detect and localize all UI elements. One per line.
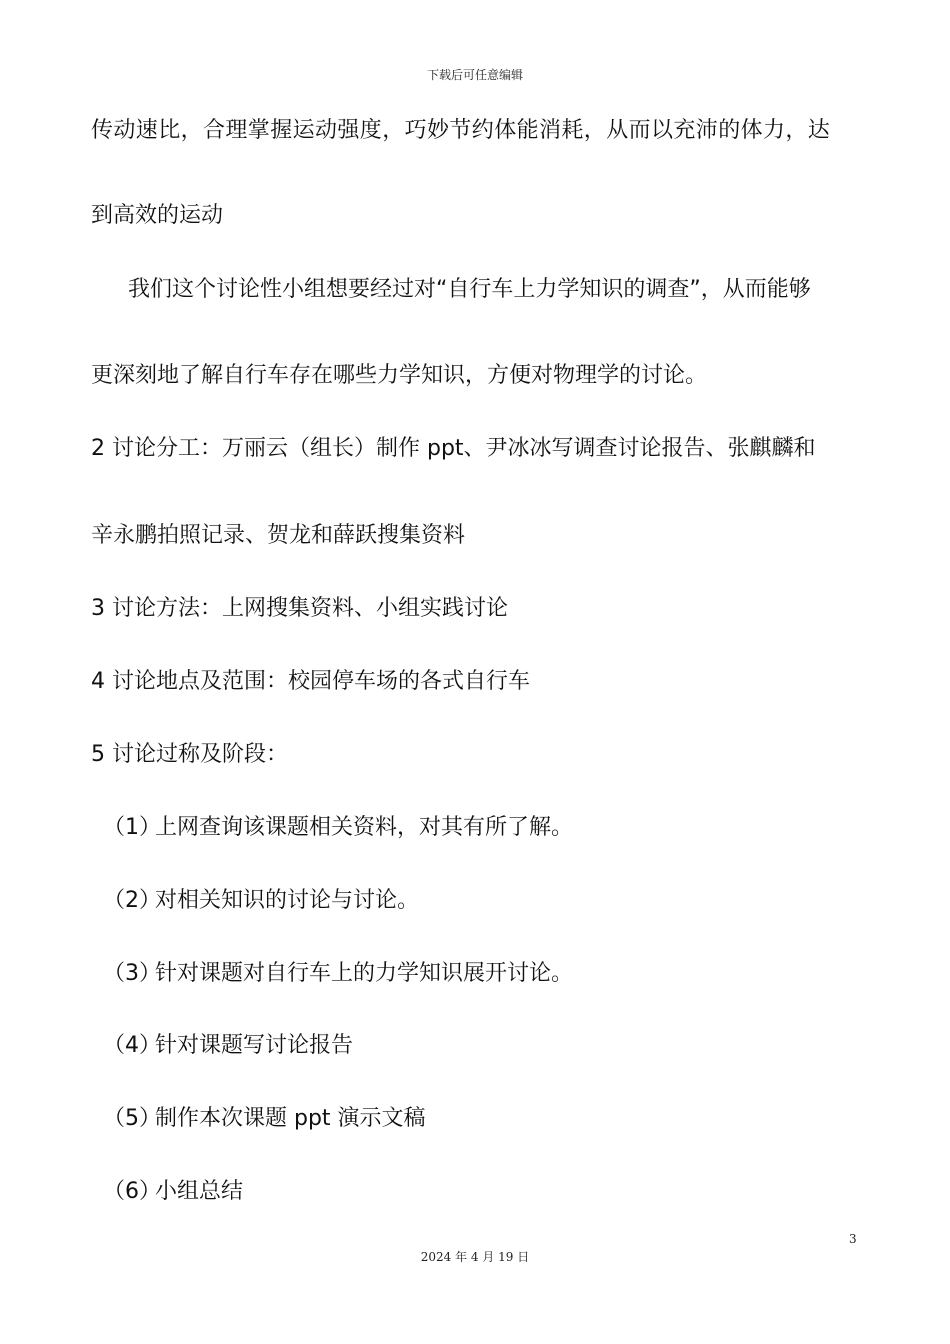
stage-list-item	[103, 1104, 426, 1134]
page-number: 3	[849, 1232, 857, 1246]
section-4-location: 4 讨论地点及范围：校园停车场的各式自行车	[91, 669, 530, 694]
stage-text: 针对课题对自行车上的力学知识展开讨论。	[155, 961, 574, 986]
stage-marker: （2）	[103, 888, 161, 913]
stage-marker: （1）	[103, 815, 161, 840]
stage-text: 对相关知识的讨论与讨论。	[155, 888, 420, 913]
stage-text: 小组总结	[155, 1179, 244, 1204]
stage-list-item	[103, 813, 573, 843]
stage-marker: （3）	[103, 961, 161, 986]
paragraph-line: 我们这个讨论性小组想要经过对“自行车上力学知识的调查”，从而能够	[128, 277, 811, 302]
section-2-division-of-work: 2 讨论分工：万丽云（组长）制作 ppt、尹冰冰写调查讨论报告、张麒麟和	[91, 436, 816, 461]
section-5-stages-heading: 5 讨论过称及阶段：	[91, 742, 288, 767]
stage-marker: （6）	[103, 1179, 161, 1204]
stage-marker: （5）	[103, 1106, 161, 1131]
stage-list-item	[103, 959, 573, 989]
stage-marker: （4）	[103, 1033, 161, 1058]
stage-text: 制作本次课题 ppt 演示文稿	[155, 1106, 426, 1131]
paragraph-line: 更深刻地了解自行车存在哪些力学知识，方便对物理学的讨论。	[91, 363, 708, 388]
stage-list-item	[103, 1031, 353, 1061]
stage-list-item	[103, 886, 419, 916]
stage-text: 针对课题写讨论报告	[155, 1033, 354, 1058]
stage-text: 上网查询该课题相关资料，对其有所了解。	[155, 815, 574, 840]
paragraph-line: 到高效的运动	[91, 203, 224, 228]
footer-date: 2024 年 4 月 19 日	[420, 1250, 530, 1264]
section-2-continuation: 辛永鹏拍照记录、贺龙和薛跃搜集资料	[91, 523, 466, 548]
page-header-note: 下载后可任意编辑	[426, 68, 523, 82]
paragraph-line: 传动速比，合理掌握运动强度，巧妙节约体能消耗，从而以充沛的体力，达	[91, 118, 831, 143]
section-3-method: 3 讨论方法：上网搜集资料、小组实践讨论	[91, 596, 508, 621]
stage-list-item	[103, 1177, 243, 1207]
